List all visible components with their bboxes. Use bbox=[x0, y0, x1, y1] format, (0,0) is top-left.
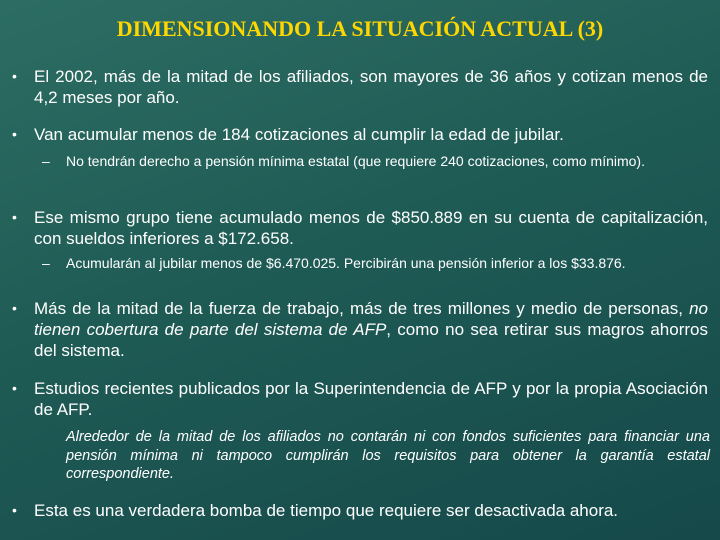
sub-marker: – bbox=[42, 153, 50, 169]
bullet-marker: • bbox=[12, 126, 17, 142]
bullet-5 bbox=[12, 378, 708, 420]
bullet-3-sub bbox=[42, 254, 710, 272]
bullet-3-text: Ese mismo grupo tiene acumulado menos de $850.889 en su cuenta de capitalización, con sueldos inferiores a $172.658. bbox=[34, 208, 708, 248]
bullet-marker: • bbox=[12, 502, 17, 518]
bullet-2-text: Van acumular menos de 184 cotizaciones al cumplir la edad de jubilar. bbox=[34, 125, 564, 144]
bullet-marker: • bbox=[12, 380, 17, 396]
bullet-2-sub bbox=[42, 152, 710, 170]
slide-title: DIMENSIONANDO LA SITUACIÓN ACTUAL (3) bbox=[116, 16, 604, 41]
bullet-4-text-post: , como no sea retirar sus magros ahorros del sistema. bbox=[34, 320, 708, 360]
bullet-1 bbox=[12, 66, 708, 108]
bullet-4 bbox=[12, 298, 708, 361]
bullet-5-text: Estudios recientes publicados por la Superintendencia de AFP y por la propia Asociación de AFP. bbox=[34, 379, 708, 419]
bullet-marker: • bbox=[12, 209, 17, 225]
sub-marker: – bbox=[42, 255, 50, 271]
bullet-marker: • bbox=[12, 68, 17, 84]
bullet-4-text-pre: Más de la mitad de la fuerza de trabajo, más de tres millones y medio de personas, bbox=[34, 299, 690, 318]
bullet-1-text: El 2002, más de la mitad de los afiliados, son mayores de 36 años y cotizan menos de 4,2 meses por año. bbox=[34, 67, 708, 107]
bullet-5-quote: Alrededor de la mitad de los afiliados no contarán ni con fondos suficientes para financiar una pensión mínima ni tampoco cumplirán los requisitos para obtener la garantía estatal correspondiente. bbox=[66, 429, 710, 482]
bullet-4-emphasis: no tienen cobertura de parte del sistema de AFP bbox=[34, 299, 708, 339]
bullet-3-sub-text: Acumularán al jubilar menos de $6.470.025. Percibirán una pensión inferior a los $33.876. bbox=[66, 255, 626, 271]
bullet-6 bbox=[12, 500, 708, 521]
bullet-2-sub-text: No tendrán derecho a pensión mínima estatal (que requiere 240 cotizaciones, como mínimo). bbox=[66, 153, 645, 169]
bullet-marker: • bbox=[12, 300, 17, 316]
bullet-3 bbox=[12, 207, 708, 249]
bullet-4-text bbox=[34, 298, 708, 361]
bullet-2 bbox=[12, 124, 708, 145]
bullet-6-text: Esta es una verdadera bomba de tiempo que requiere ser desactivada ahora. bbox=[34, 501, 619, 520]
